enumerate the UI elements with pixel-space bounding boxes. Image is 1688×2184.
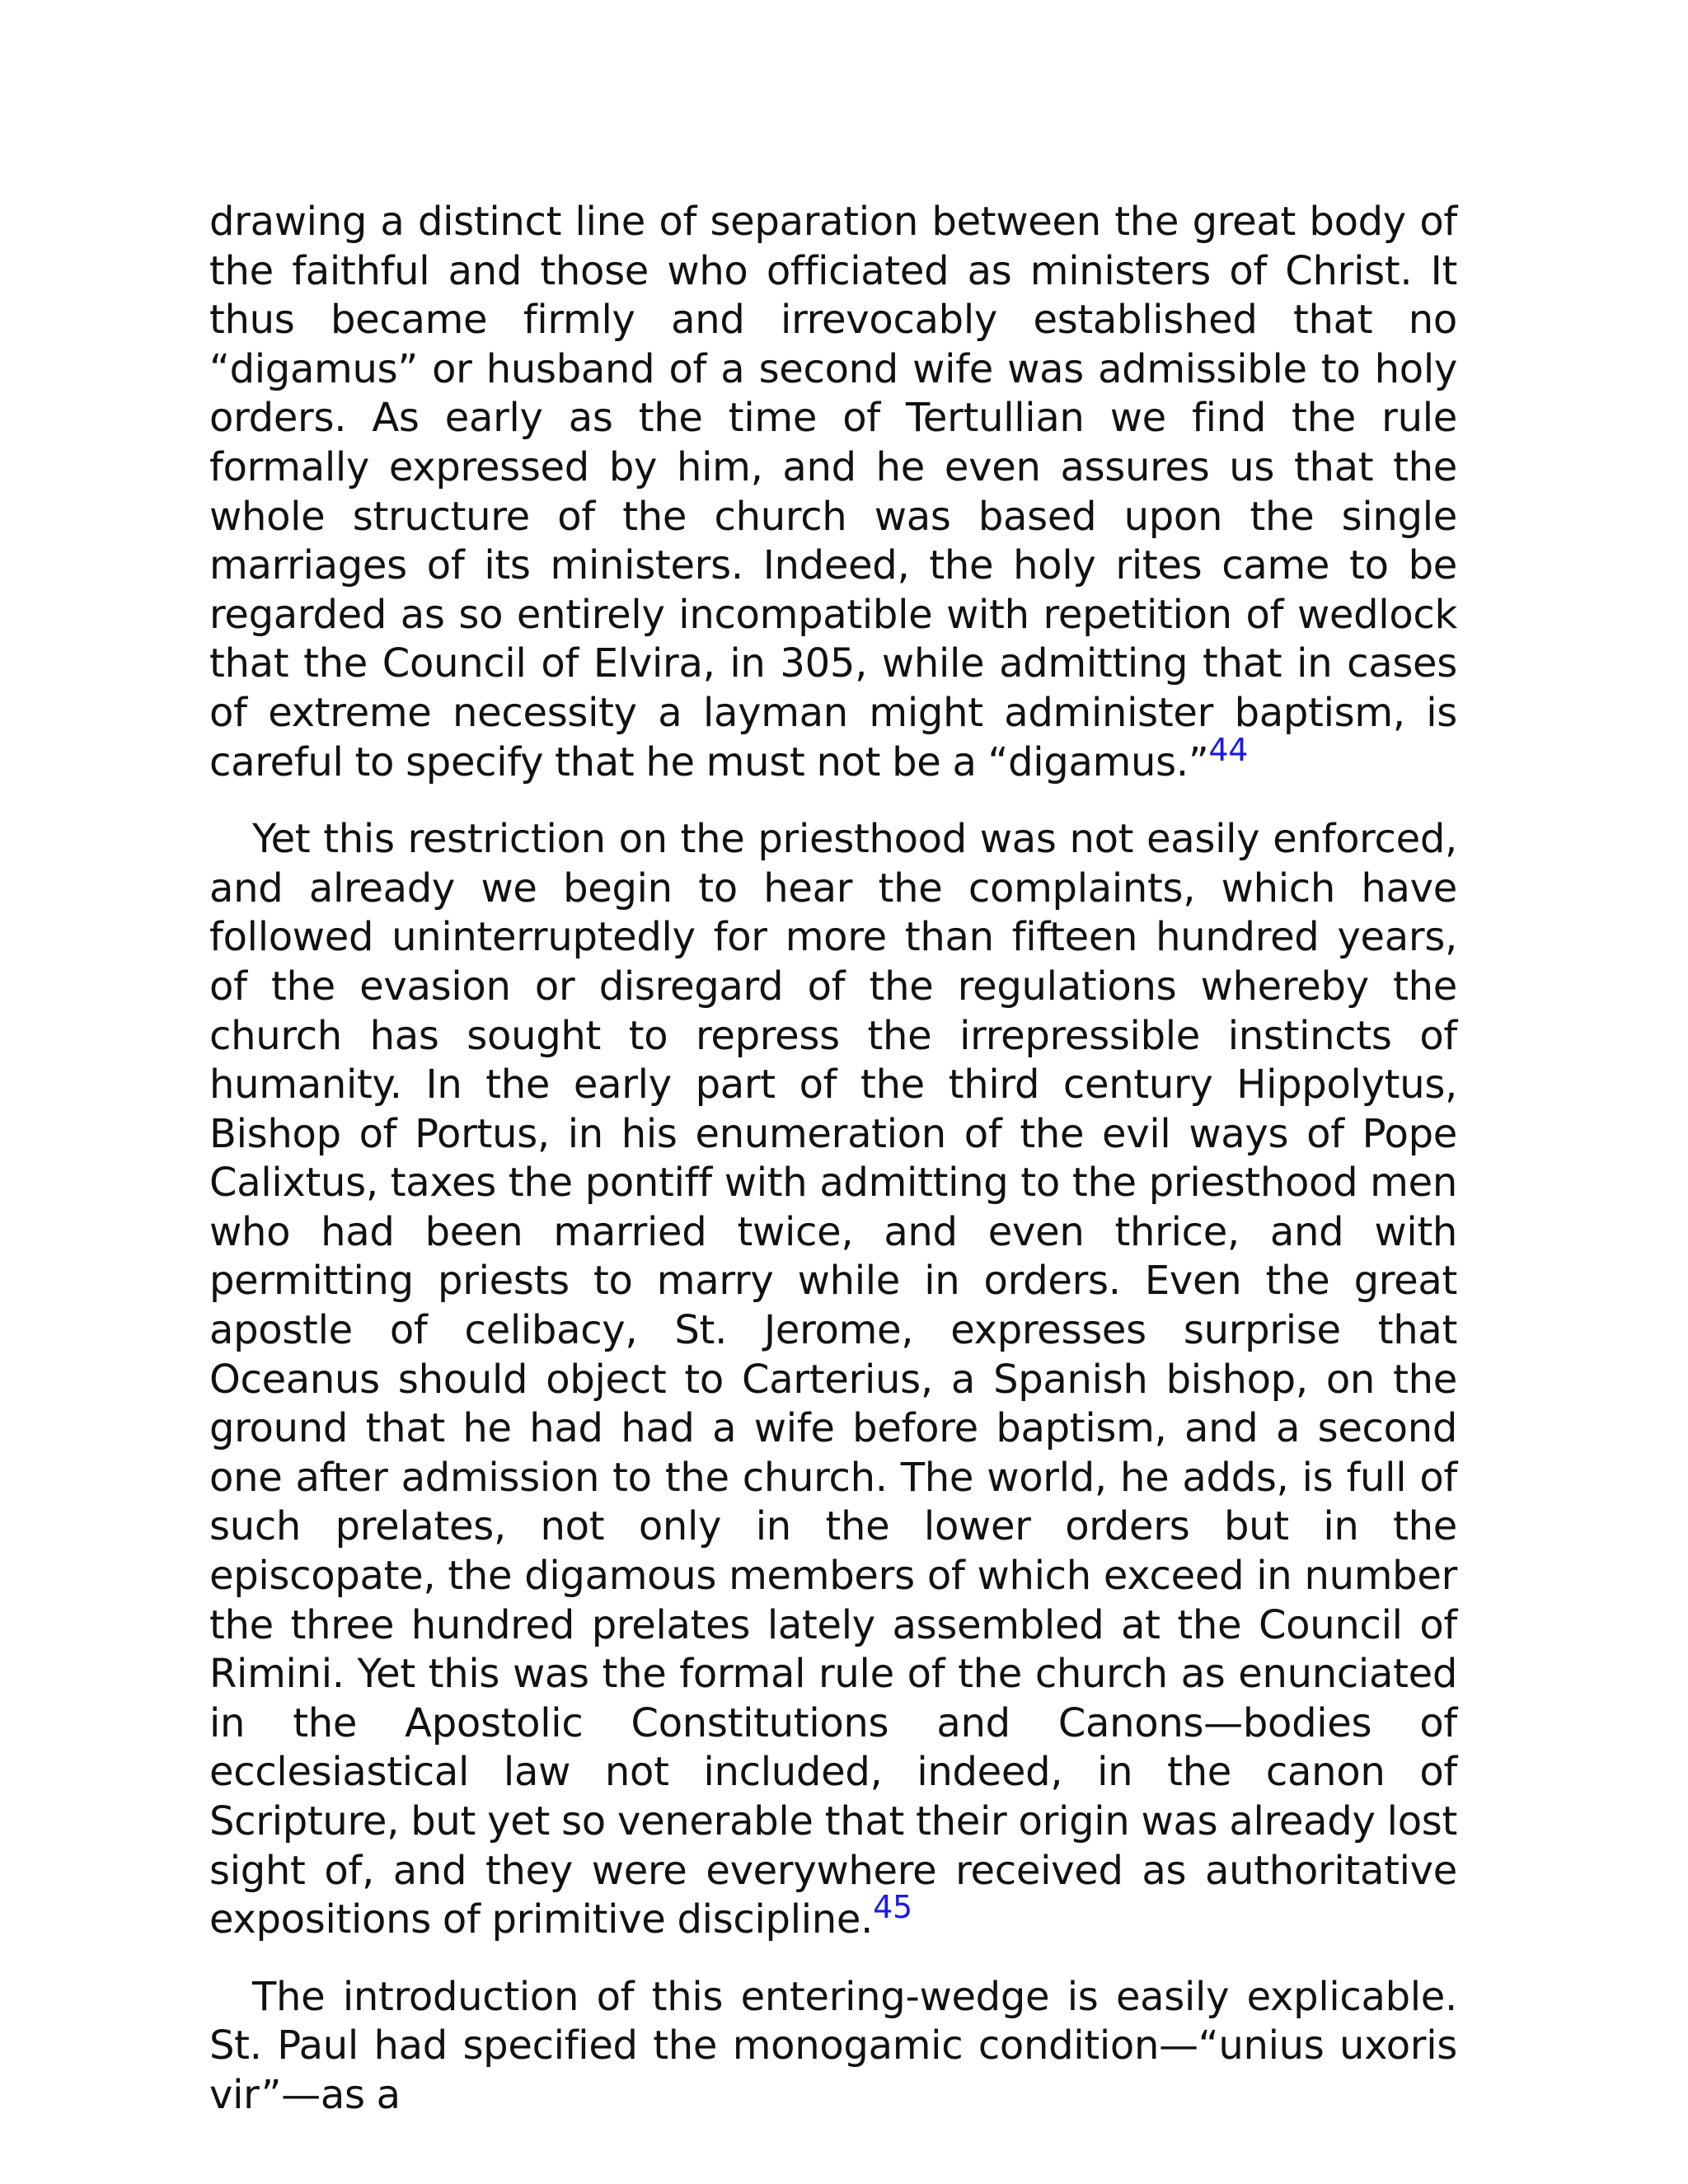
paragraph-3 — [209, 1973, 1457, 2121]
paragraph-3-text: The introduction of this entering-wedge is easily explicable. St. Paul had specified the monogamic condition—“unius uxoris vir”—as a — [209, 1973, 1457, 2118]
paragraph-1 — [209, 198, 1457, 787]
footnote-link-45[interactable]: 45 — [873, 1889, 912, 1926]
paragraph-2-text: Yet this restriction on the priesthood was not easily enforced, and already we begin to hear the complaints, which have followed uninterruptedly for more than fifteen hundred years, of the evasion or disregard of the regulations whereby the church has sought to repress the irrepressible instincts of humanity. In the early part of the third century Hippolytus, Bishop of Portus, in his enumeration of the evil ways of Pope Calixtus, taxes the pontiff with admitting to the priesthood men who had been married twice, and even thrice, and with permitting priests to marry while in orders. Even the great apostle of celibacy, St. Jerome, expresses surprise that Oceanus should object to Carterius, a Spanish bishop, on the ground that he had had a wife before baptism, and a second one after admission to the church. The world, he adds, is full of such prelates, not only in the lower orders but in the episcopate, the digamous members of which exceed in number the three hundred prelates lately assembled at the Council of Rimini. Yet this was the formal rule of the church as enunciated in the Apostolic Constitutions and Canons—bodies of ecclesiastical law not included, indeed, in the canon of Scripture, but yet so venerable that their origin was already lost sight of, and they were everywhere received as authoritative expositions of primitive discipline. — [209, 816, 1457, 1943]
paragraph-2 — [209, 815, 1457, 1945]
page-body — [209, 198, 1457, 2149]
paragraph-1-text: drawing a distinct line of separation between the great body of the faithful and those who officiated as ministers of Christ. It thus became firmly and irrevocably established that no “digamus” or husband of a second wife was admissible to holy orders. As early as the time of Tertullian we find the rule formally expressed by him, and he even assures us that the whole structure of the church was based upon the single marriages of its ministers. Indeed, the holy rites came to be regarded as so entirely incompatible with repetition of wedlock that the Council of Elvira, in 305, while admitting that in cases of extreme necessity a layman might administer baptism, is careful to specify that he must not be a “digamus.” — [209, 199, 1457, 785]
footnote-link-44[interactable]: 44 — [1208, 731, 1249, 768]
